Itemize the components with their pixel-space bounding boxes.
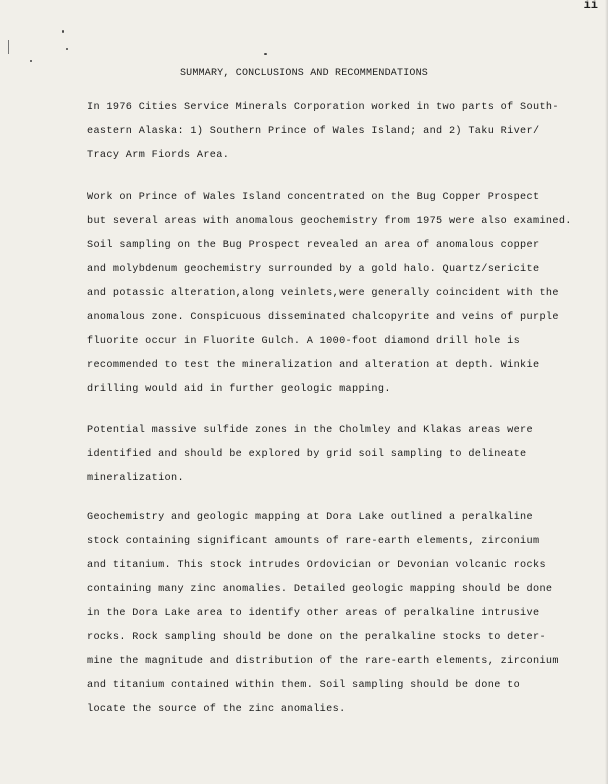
section-title: SUMMARY, CONCLUSIONS AND RECOMMENDATIONS [179, 68, 429, 79]
paragraph-line: Potential massive sulfide zones in the Cholmley and Klakas areas were [87, 425, 533, 436]
paragraph-line: and molybdenum geochemistry surrounded by a gold halo. Quartz/sericite [87, 264, 540, 275]
paragraph-line: recommended to test the mineralization and alteration at depth. Winkie [87, 360, 540, 371]
scan-speck [30, 60, 32, 62]
scan-speck [66, 48, 68, 50]
paragraph-line: Tracy Arm Fiords Area. [87, 150, 230, 161]
paragraph-cholmley-klakas [87, 419, 557, 491]
paragraph-line: fluorite occur in Fluorite Gulch. A 1000-foot diamond drill hole is [87, 336, 521, 347]
paragraph-dora-lake [87, 506, 557, 722]
paragraph-line: rocks. Rock sampling should be done on the peralkaline stocks to deter- [87, 632, 546, 643]
paragraph-line: eastern Alaska: 1) Southern Prince of Wales Island; and 2) Taku River/ [87, 126, 540, 137]
paragraph-line: anomalous zone. Conspicuous disseminated chalcopyrite and veins of purple [87, 312, 559, 323]
scan-speck [8, 40, 9, 54]
paragraph-line: and titanium contained within them. Soil sampling should be done to [87, 680, 521, 691]
scan-speck [62, 30, 64, 33]
paragraph-intro [87, 96, 557, 168]
paragraph-line: Work on Prince of Wales Island concentrated on the Bug Copper Prospect [87, 192, 540, 203]
paragraph-line: Soil sampling on the Bug Prospect revealed an area of anomalous copper [87, 240, 540, 251]
paragraph-line: and potassic alteration,along veinlets,were generally coincident with the [87, 288, 559, 299]
paragraph-line: and titanium. This stock intrudes Ordovician or Devonian volcanic rocks [87, 560, 546, 571]
paragraph-line: but several areas with anomalous geochemistry from 1975 were also examined. [87, 216, 572, 227]
paragraph-line: drilling would aid in further geologic mapping. [87, 384, 391, 395]
paragraph-line: identified and should be explored by grid soil sampling to delineate [87, 449, 527, 460]
paragraph-line: stock containing significant amounts of rare-earth elements, zirconium [87, 536, 540, 547]
paragraph-line: containing many zinc anomalies. Detailed geologic mapping should be done [87, 584, 553, 595]
paragraph-line: locate the source of the zinc anomalies. [87, 704, 346, 715]
paragraph-line: In 1976 Cities Service Minerals Corporation worked in two parts of South- [87, 102, 559, 113]
paragraph-prince-of-wales [87, 186, 572, 402]
paragraph-line: mine the magnitude and distribution of the rare-earth elements, zirconium [87, 656, 559, 667]
paragraph-line: in the Dora Lake area to identify other areas of peralkaline intrusive [87, 608, 540, 619]
paragraph-line: mineralization. [87, 473, 184, 484]
scan-speck [264, 53, 267, 55]
page-number: ii [583, 0, 598, 12]
paragraph-line: Geochemistry and geologic mapping at Dora Lake outlined a peralkaline [87, 512, 533, 523]
